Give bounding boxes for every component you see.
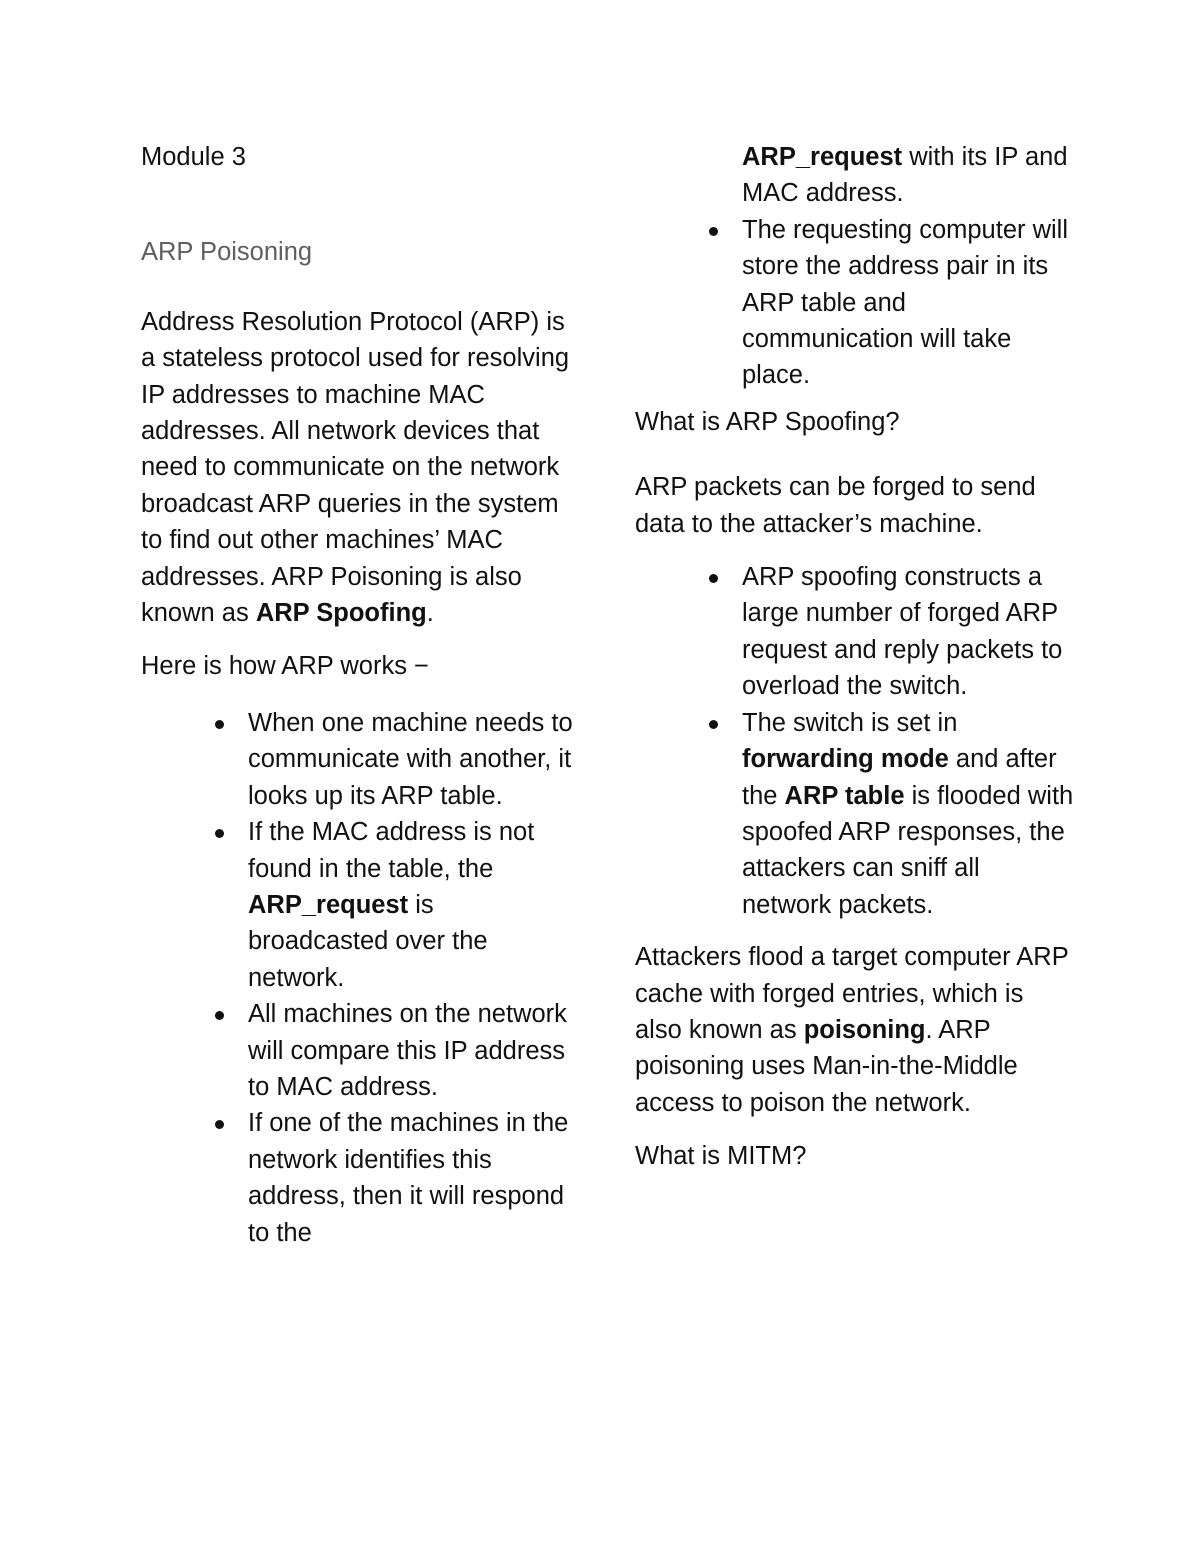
intro-text: Address Resolution Protocol (ARP) is a stateless protocol used for resolving IP addresses to machine MAC addresses. All network devices that need to communicate on the network broadcast ARP queries in the system to find out other machines’ MAC addresses. ARP Poisoning is also known as <box>141 307 570 628</box>
bullet-icon <box>709 227 718 236</box>
bullet-icon <box>215 829 224 838</box>
spoofing-list <box>635 559 1075 923</box>
list-item-text-end: is flooded with spoofed ARP responses, the attackers can sniff all network packets. <box>742 781 1074 919</box>
list-item <box>248 1105 576 1251</box>
list-item <box>248 814 576 996</box>
how-arp-works-list-continued <box>635 139 1075 394</box>
list-item-text-end: is broadcasted over the network. <box>248 890 488 992</box>
bullet-icon <box>709 574 718 583</box>
list-item <box>742 559 1075 705</box>
how-heading: Here is how ARP works − <box>141 652 429 681</box>
attackers-text: Attackers flood a target computer ARP cache with forged entries, which is also known as <box>635 943 1069 1044</box>
bullet-icon <box>215 720 224 729</box>
right-column <box>635 139 1075 1192</box>
intro-paragraph <box>141 304 576 632</box>
list-item <box>742 705 1075 923</box>
list-item-text: All machines on the network will compare this IP address to MAC address. <box>248 1000 567 1101</box>
list-item-text: and after the <box>742 745 1057 810</box>
spoofing-paragraph: ARP packets can be forged to send data to the attacker’s machine. <box>635 473 1036 538</box>
list-item-text: When one machine needs to communicate with another, it looks up its ARP table. <box>248 708 573 810</box>
attackers-bold-term: poisoning <box>803 1015 926 1044</box>
list-item-text: If the MAC address is not found in the table, the <box>248 818 535 883</box>
list-item-bold-term: ARP table <box>784 781 905 810</box>
left-column <box>141 139 576 1267</box>
list-item <box>742 212 1075 394</box>
list-item <box>248 705 576 814</box>
bullet-icon <box>709 720 718 729</box>
list-item <box>248 996 576 1105</box>
mitm-heading: What is MITM? <box>635 1142 807 1171</box>
list-item-text: ARP spoofing constructs a large number of forged ARP request and reply packets to overload the switch. <box>742 563 1063 701</box>
module-title: Module 3 <box>141 143 246 171</box>
intro-bold-term: ARP Spoofing <box>255 599 427 628</box>
bullet-icon <box>215 1011 224 1020</box>
list-item-text: The switch is set in <box>742 708 958 737</box>
list-item-bold-term: ARP_request <box>742 143 903 171</box>
list-item-text: The requesting computer will store the address pair in its ARP table and communication will take place. <box>742 215 1068 390</box>
attackers-text-end: . ARP poisoning uses Man-in-the-Middle access to poison the network. <box>635 1015 1018 1117</box>
list-item-text: If one of the machines in the network identifies this address, then it will respond to the <box>248 1109 569 1247</box>
list-item-bold-term: forwarding mode <box>742 745 949 774</box>
bullet-icon <box>215 1120 224 1129</box>
list-item-text-end: with its IP and MAC address. <box>742 143 1068 208</box>
spoofing-heading: What is ARP Spoofing? <box>635 407 900 436</box>
list-item-continued <box>742 139 1075 212</box>
attackers-paragraph <box>635 939 1075 1121</box>
list-item-bold-term: ARP_request <box>248 890 409 919</box>
how-arp-works-list <box>141 705 576 1251</box>
section-heading: ARP Poisoning <box>141 238 313 267</box>
intro-text-end: . <box>426 599 434 628</box>
